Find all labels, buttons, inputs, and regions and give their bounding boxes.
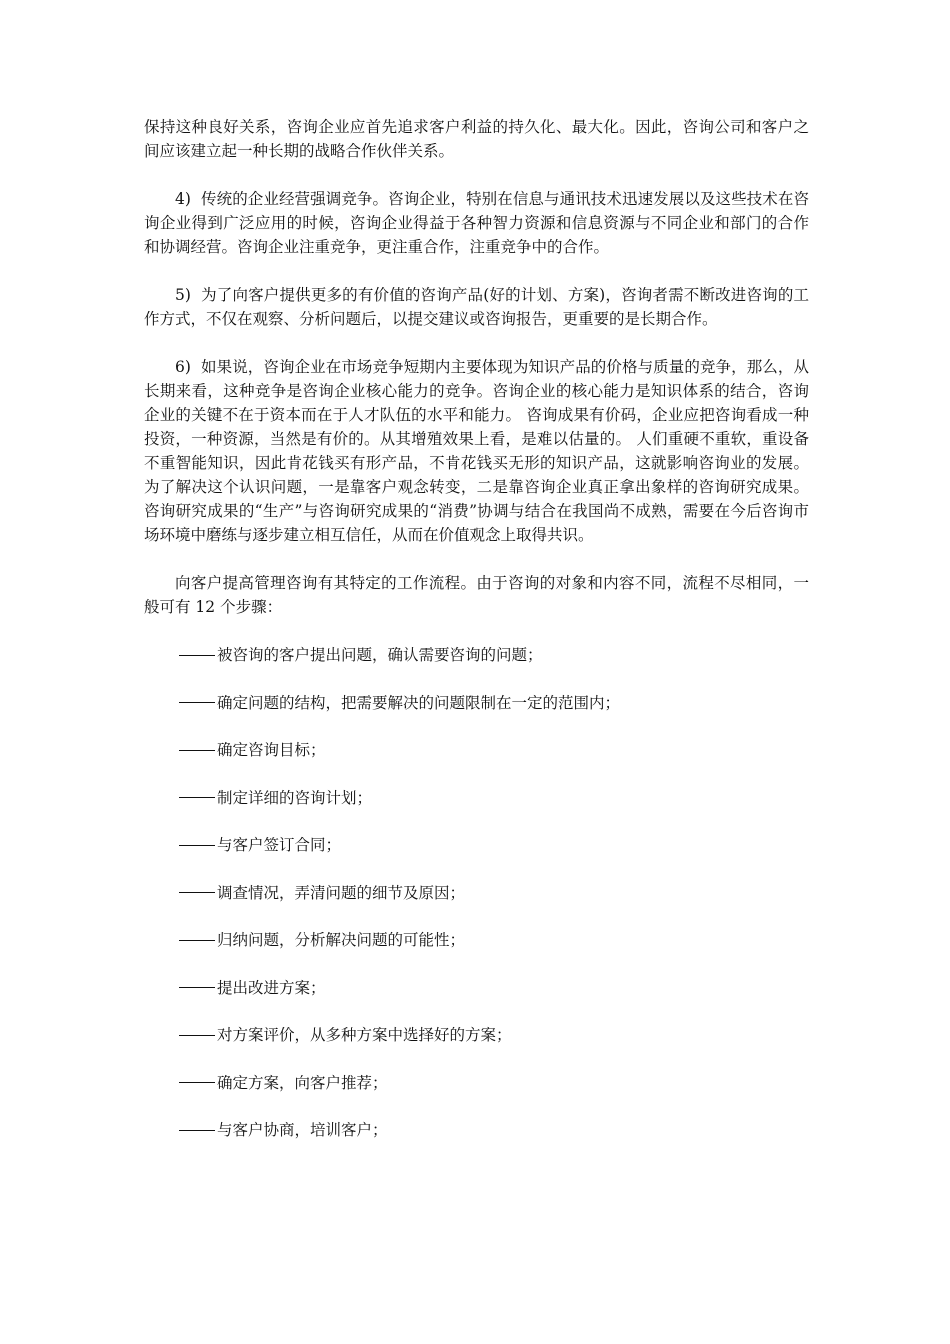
em-dash-marker	[179, 845, 215, 846]
paragraph-number: 4)	[175, 190, 191, 208]
em-dash-marker	[179, 750, 215, 751]
paragraph-number: 6)	[175, 358, 191, 376]
step-text: 确定咨询目标；	[217, 741, 326, 759]
paragraph-text: 传统的企业经营强调竞争。咨询企业，特别在信息与通讯技术迅速发展以及这些技术在咨询企业得到广泛应用的时候，咨询企业得益于各种智力资源和信息资源与不同企业和部门的合作和协调经营。咨询企业注重竞争，更注重合作，注重竞争中的合作。	[144, 190, 809, 256]
step-text: 确定方案，向客户推荐；	[217, 1073, 388, 1092]
workflow-steps-list	[144, 643, 809, 1142]
list-item	[144, 1118, 809, 1142]
document-page	[144, 115, 809, 1166]
paragraph-item-5	[144, 283, 809, 331]
step-text: 归纳问题，分析解决问题的可能性；	[217, 931, 466, 949]
em-dash-marker	[179, 702, 215, 703]
em-dash-marker	[179, 892, 215, 893]
em-dash-marker	[179, 1035, 215, 1036]
step-text: 被咨询的客户提出问题，确认需要咨询的问题；	[217, 646, 543, 664]
paragraph-partnership	[144, 115, 809, 163]
list-item	[144, 1023, 809, 1047]
step-text: 调查情况，弄清问题的细节及原因；	[217, 883, 466, 902]
paragraph-text: 保持这种良好关系，咨询企业应首先追求客户利益的持久化、最大化。因此，咨询公司和客户之间应该建立起一种长期的战略合作伙伴关系。	[144, 118, 809, 160]
list-item	[144, 881, 809, 905]
list-item	[144, 643, 809, 667]
paragraph-item-4	[144, 187, 809, 259]
list-item	[144, 976, 809, 1000]
em-dash-marker	[179, 987, 215, 988]
step-text: 制定详细的咨询计划；	[217, 788, 373, 807]
list-item	[144, 786, 809, 810]
step-text: 提出改进方案；	[217, 978, 326, 997]
list-item	[144, 1071, 809, 1095]
paragraph-text: 为了向客户提供更多的有价值的咨询产品(好的计划、方案)，咨询者需不断改进咨询的工作方式，不仅在观察、分析问题后，以提交建议或咨询报告，更重要的是长期合作。	[144, 286, 809, 328]
step-text: 与客户协商，培训客户；	[217, 1121, 388, 1139]
step-text: 对方案评价，从多种方案中选择好的方案；	[217, 1026, 512, 1044]
em-dash-marker	[179, 1082, 215, 1083]
em-dash-marker	[179, 797, 215, 798]
em-dash-marker	[179, 940, 215, 941]
list-item	[144, 928, 809, 952]
paragraph-text: 向客户提高管理咨询有其特定的工作流程。由于咨询的对象和内容不同，流程不尽相同，一般可有 12 个步骤：	[144, 574, 809, 616]
em-dash-marker	[179, 1130, 215, 1131]
paragraph-text: 如果说，咨询企业在市场竞争短期内主要体现为知识产品的价格与质量的竞争，那么，从长期来看，这种竞争是咨询企业核心能力的竞争。咨询企业的核心能力是知识体系的结合，咨询企业的关键不在于资本而在于人才队伍的水平和能力。 咨询成果有价码，企业应把咨询看成一种投资，一种资源，当然是有价的。从其增殖效果上看，是难以估量的。 人们重硬不重软，重设备不重智能知识，因此肯花钱买有形产品，不肯花钱买无形的知识产品，这就影响咨询业的发展。为了解决这个认识问题，一是靠客户观念转变，二是靠咨询企业真正拿出象样的咨询研究成果。咨询研究成果的“生产”与咨询研究成果的“消费”协调与结合在我国尚不成熟，需要在今后咨询市场环境中磨练与逐步建立相互信任，从而在价值观念上取得共识。	[144, 358, 809, 544]
paragraph-number: 5)	[175, 286, 191, 304]
em-dash-marker	[179, 655, 215, 656]
list-item	[144, 833, 809, 857]
list-item	[144, 691, 809, 715]
step-text: 与客户签订合同；	[217, 836, 342, 854]
step-text: 确定问题的结构，把需要解决的问题限制在一定的范围内；	[217, 693, 621, 712]
list-item	[144, 738, 809, 762]
paragraph-item-6	[144, 355, 809, 547]
paragraph-workflow-intro	[144, 571, 809, 619]
